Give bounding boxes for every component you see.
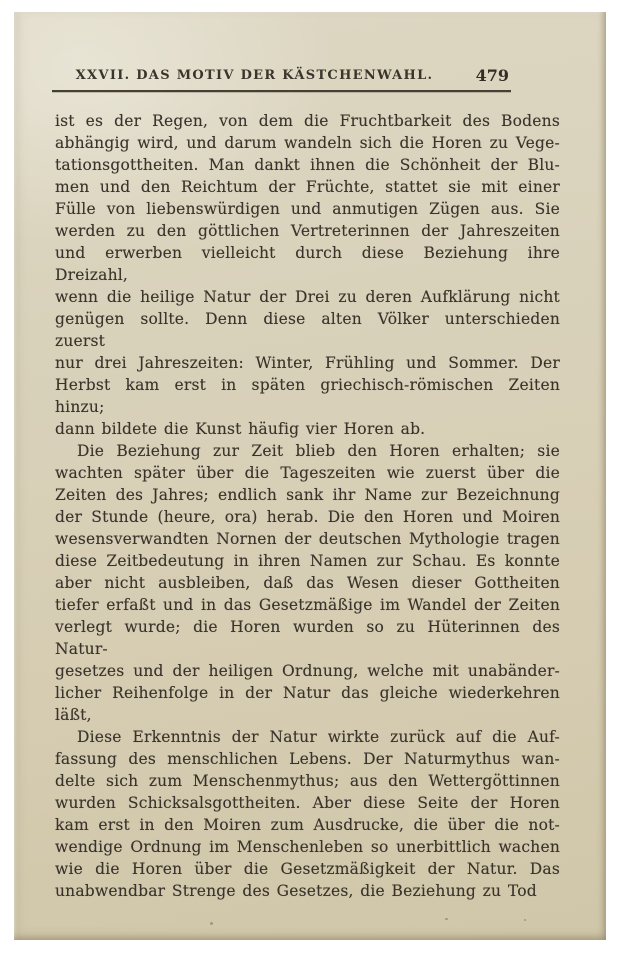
text-line: Diese Erkenntnis der Natur wirkte zurück auf die Auf-: [77, 728, 560, 746]
text-line: gesetzes und der heiligen Ordnung, welche mit unabänder-: [55, 662, 560, 680]
paper-speck: [352, 116, 354, 118]
text-line: wesensverwandten Nornen der deutschen Mythologie tragen: [55, 530, 560, 548]
text-line: diese Zeitbedeutung in ihren Namen zur Schau. Es konnte: [55, 552, 560, 570]
text-line: der Stunde (heure, ora) herab. Die den Horen und Moiren: [55, 508, 560, 526]
text-line: Fülle von liebenswürdigen und anmutigen Zügen aus. Sie: [55, 200, 560, 218]
text-line: aber nicht ausbleiben, daß das Wesen dieser Gottheiten: [55, 574, 560, 592]
page-number: 479: [475, 66, 509, 85]
text-line: delte sich zum Menschenmythus; aus den Wettergöttinnen: [55, 772, 560, 790]
chapter-title: XXVII. DAS MOTIV DER KÄSTCHENWAHL.: [75, 68, 434, 83]
text-line: Die Beziehung zur Zeit blieb den Horen erhalten; sie: [77, 442, 560, 460]
text-line: genügen sollte. Denn diese alten Völker unterschieden zuerst: [55, 310, 560, 350]
text-line: und erwerben vielleicht durch diese Beziehung ihre Dreizahl,: [55, 244, 560, 284]
text-line: ist es der Regen, von dem die Fruchtbarkeit des Bodens: [55, 112, 560, 130]
paper-sheet: [14, 12, 606, 940]
text-line: tationsgottheiten. Man dankt ihnen die Schönheit der Blu-: [55, 156, 560, 174]
text-line: Herbst kam erst in späten griechisch-römischen Zeiten hinzu;: [55, 376, 560, 416]
text-line: men und den Reichtum der Früchte, stattet sie mit einer: [55, 178, 560, 196]
text-line: wendige Ordnung im Menschenleben so unerbittlich wachen: [55, 838, 560, 856]
text-line: unabwendbar Strenge des Gesetzes, die Beziehung zu Tod: [55, 882, 537, 900]
text-line: nur drei Jahreszeiten: Winter, Frühling und Sommer. Der: [55, 354, 560, 372]
text-line: tiefer erfaßt und in das Gesetzmäßige im Wandel der Zeiten: [55, 596, 560, 614]
text-line: wachten später über die Tageszeiten wie zuerst über die: [55, 464, 560, 482]
text-line: licher Reihenfolge in der Natur das gleiche wiederkehren läßt,: [55, 684, 560, 724]
text-line: kam erst in den Moiren zum Ausdrucke, die über die not-: [55, 816, 560, 834]
text-line: wie die Horen über die Gesetzmäßigkeit der Natur. Das: [55, 860, 560, 878]
text-line: abhängig wird, und darum wandeln sich die Horen zu Vege-: [55, 134, 560, 152]
header-rule: [52, 90, 511, 92]
body-text-block: [55, 110, 560, 902]
text-line: Zeiten des Jahres; endlich sank ihr Name zur Bezeichnung: [55, 486, 560, 504]
text-line: wurden Schicksalsgottheiten. Aber diese Seite der Horen: [55, 794, 560, 812]
text-line: verlegt wurde; die Horen wurden so zu Hüterinnen des Natur-: [55, 618, 560, 658]
text-line: dann bildete die Kunst häufig vier Horen ab.: [55, 420, 426, 438]
text-line: fassung des menschlichen Lebens. Der Naturmythus wan-: [55, 750, 560, 768]
paper-speck: [445, 918, 448, 920]
text-line: werden zu den göttlichen Vertreterinnen der Jahreszeiten: [55, 222, 560, 240]
running-head: [52, 66, 511, 86]
paper-speck: [210, 922, 213, 925]
paper-speck: [524, 919, 526, 921]
text-line: wenn die heilige Natur der Drei zu deren Aufklärung nicht: [55, 288, 560, 306]
